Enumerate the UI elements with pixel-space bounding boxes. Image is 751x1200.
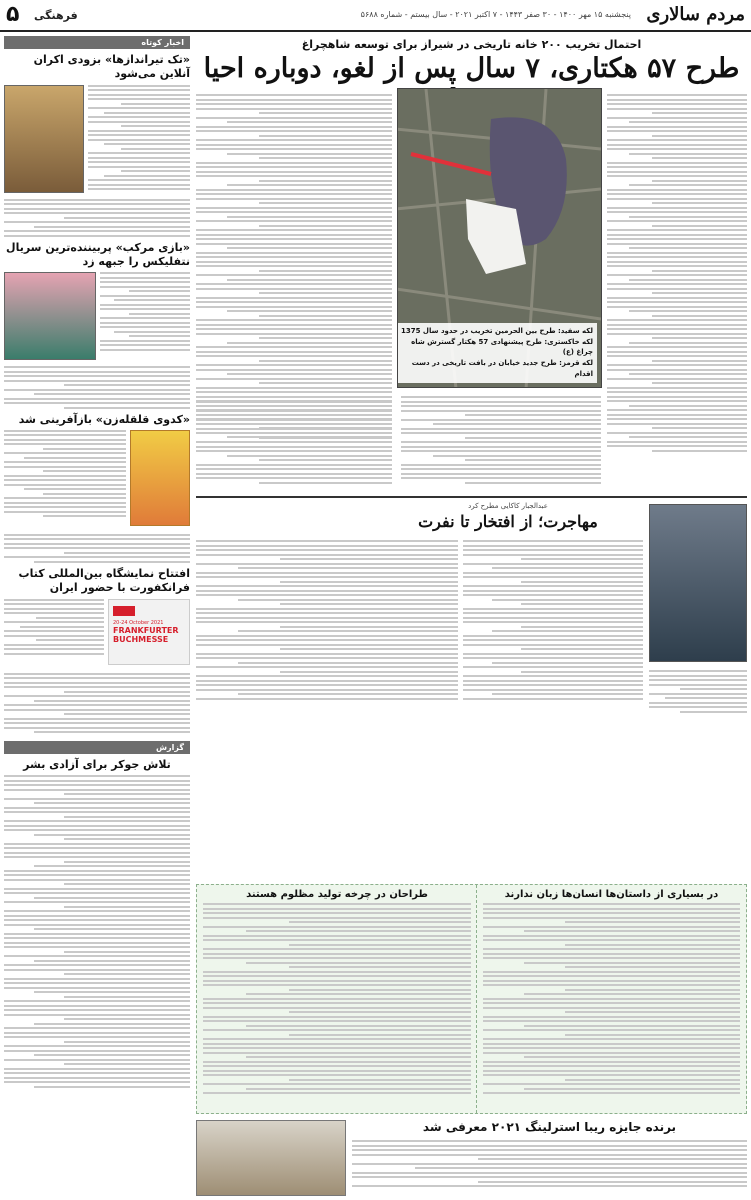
story-2-text [100, 272, 190, 362]
interview-kicker: عبدالجبار کاکایی مطرح کرد [468, 502, 548, 510]
author-portrait-photo [649, 504, 747, 662]
story-2-content [4, 272, 190, 362]
buchmesse-mark-icon [113, 606, 135, 616]
building-photo [196, 1120, 346, 1196]
news-label: اخبار کوتاه [4, 36, 190, 49]
lead-text-column-1 [607, 94, 747, 454]
box-story-2 [197, 885, 477, 1113]
story-title-5: تلاش جوکر برای آزادی بشر [23, 758, 171, 772]
lead-text-column-4 [196, 396, 392, 486]
box-story-1-text [477, 903, 746, 1094]
interview-title: مهاجرت؛ از افتخار تا نفرت [418, 512, 598, 531]
map-caption: لکه سفید: طرح بین الحرمین تخریب در حدود سال 1375 لکه خاکستری: طرح پیشنهادی 57 هکتار گسترش شاه چراغ (ع) لکه قرمز: طرح جدید خیابان در بافت تاریخی در دست اقدام [397, 323, 597, 383]
award-title: برنده جایزه ریبا استرلینگ ۲۰۲۱ معرفی شد [422, 1120, 677, 1134]
page-number: ۵ [6, 2, 20, 27]
box-story-2-text [197, 903, 477, 1094]
lead-text-column-2 [196, 94, 392, 445]
story-title-1: «تک تیراندازها» بزودی اکران آنلاین می‌شود [33, 53, 190, 81]
story-3-text [4, 430, 126, 530]
story-2-text-continued [4, 366, 190, 409]
interview-text-3 [649, 670, 747, 715]
story-5-text [4, 775, 190, 1088]
interview-section [196, 496, 747, 531]
award-story [196, 1120, 747, 1196]
award-text [352, 1140, 747, 1190]
story-4-text [4, 599, 104, 669]
newspaper-logo: مردم سالاری [646, 4, 745, 25]
story-1-text [88, 85, 190, 195]
story-title-4: افتتاح نمایشگاه بین‌المللی کتاب فرانکفورت با حضور ایران [18, 566, 190, 595]
box-story-1 [476, 885, 746, 1113]
boxed-stories [196, 884, 747, 1114]
squid-game-photo [4, 272, 96, 360]
story-3-content [4, 430, 190, 530]
dateline: پنجشنبه ۱۵ مهر ۱۴۰۰ - ۳۰ صفر ۱۴۴۳ - ۷ اکتبر ۲۰۲۱ - سال بیستم - شماره ۵۶۸۸ [360, 10, 631, 19]
shiraz-aerial-map [397, 88, 602, 388]
report-label: گزارش [4, 741, 190, 754]
lead-text-column-3 [401, 396, 601, 486]
left-column [4, 36, 190, 1196]
book-cover-photo [130, 430, 190, 526]
section-name: فرهنگی [34, 9, 78, 22]
lead-headline: طرح ۵۷ هکتاری، ۷ سال پس از لغو، دوباره احیا [203, 53, 740, 84]
film-poster-photo [4, 85, 84, 193]
interview-text-1 [463, 540, 643, 702]
story-title-2: «بازی مرکب» پربیننده‌ترین سریال نتفلیکس را جبهه زد [6, 240, 190, 268]
story-3-text-continued [4, 534, 190, 563]
masthead [0, 0, 751, 32]
main-column [196, 36, 747, 866]
story-1-content [4, 85, 190, 195]
lead-kicker: احتمال تخریب ۲۰۰ خانه تاریخی در شیراز برای توسعه شاهچراغ [301, 38, 642, 51]
story-4-text-continued [4, 673, 190, 734]
box-story-1-title: در بسیاری از داستان‌ها انسان‌ها زبان ندارند [504, 889, 719, 900]
frankfurter-buchmesse-logo: 20-24 October 2021 FRANKFURTER BUCHMESSE [108, 599, 190, 665]
story-title-3: «کدوی قلقله‌زن» بازآفرینی شد [18, 412, 190, 426]
story-1-text-continued [4, 199, 190, 237]
box-story-2-title: طراحان در چرخه تولید مظلوم هستند [246, 889, 428, 900]
interview-text-2 [196, 540, 458, 702]
story-4-content [4, 599, 190, 669]
